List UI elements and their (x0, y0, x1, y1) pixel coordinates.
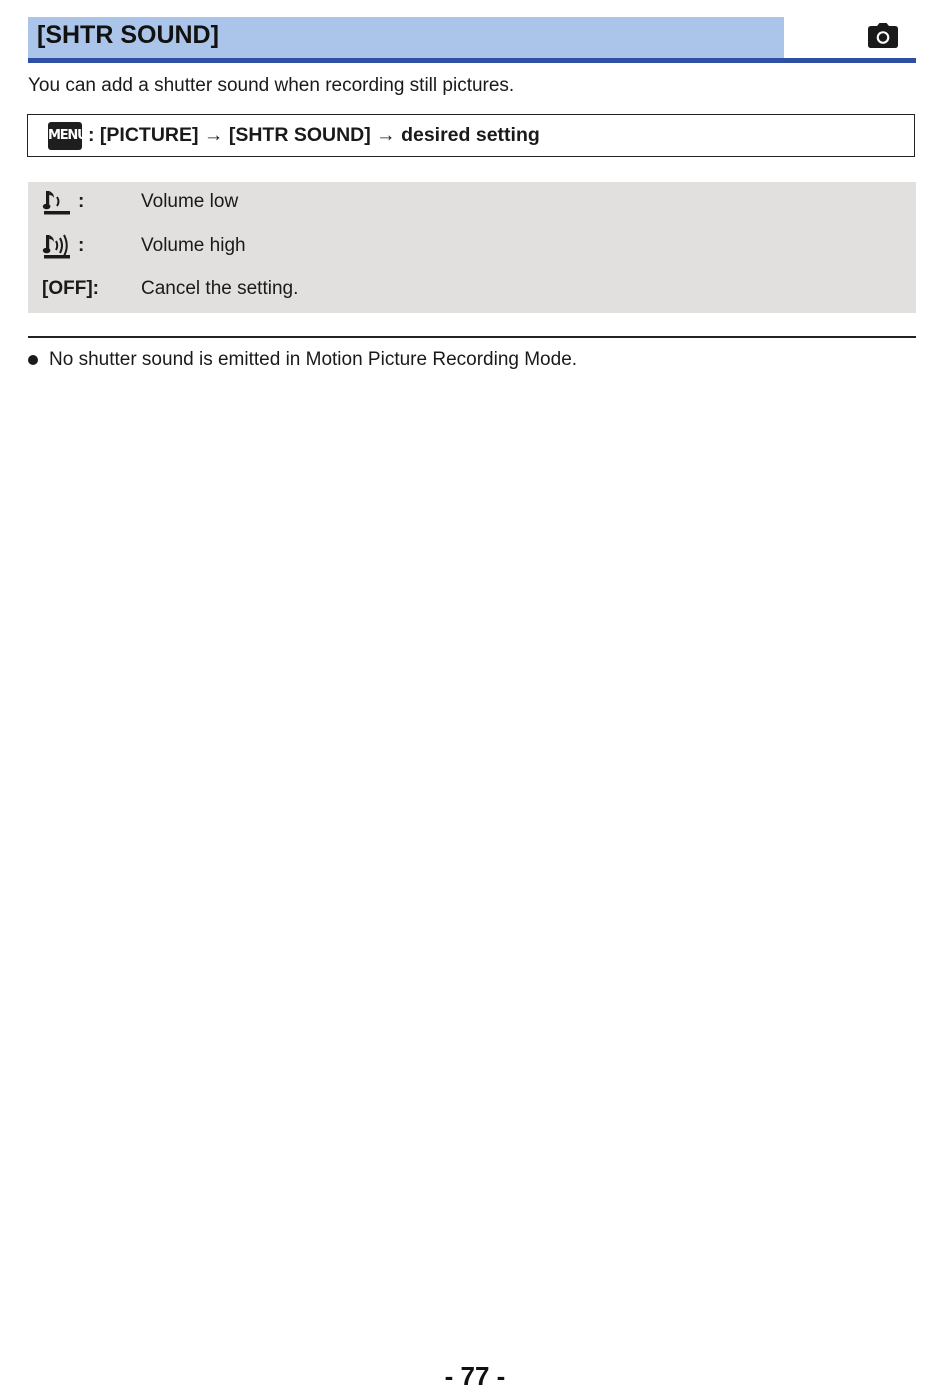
setting-row-volume-low (28, 184, 916, 220)
settings-table (28, 182, 916, 313)
page-number: - 77 - (444, 1361, 506, 1391)
setting-colon: : (78, 191, 85, 212)
intro-text: You can add a shutter sound when recording still pictures. (28, 75, 515, 96)
setting-description: Cancel the setting. (141, 278, 299, 299)
section-divider (28, 336, 916, 338)
menu-path-text: : [PICTURE] → [SHTR SOUND] → desired setting (88, 124, 540, 146)
camera-icon (866, 22, 900, 50)
page-header (28, 17, 916, 63)
note-text: No shutter sound is emitted in Motion Picture Recording Mode. (49, 349, 578, 370)
setting-description: Volume low (141, 191, 239, 212)
setting-row-off (28, 271, 916, 307)
setting-description: Volume high (141, 235, 246, 256)
setting-key (42, 184, 84, 220)
bullet-icon (28, 355, 38, 365)
menu-path-box (27, 114, 915, 157)
setting-key (42, 228, 84, 264)
title-rule (28, 58, 916, 63)
setting-key (42, 271, 99, 307)
page-title: [SHTR SOUND] (37, 21, 219, 49)
volume-high-icon (42, 231, 72, 261)
setting-row-volume-high (28, 228, 916, 264)
menu-icon: MENU (48, 122, 82, 150)
volume-low-icon (42, 187, 72, 217)
setting-key-label: [OFF]: (42, 278, 99, 299)
title-bar (28, 17, 784, 58)
note-item (28, 348, 577, 372)
setting-colon: : (78, 235, 85, 256)
